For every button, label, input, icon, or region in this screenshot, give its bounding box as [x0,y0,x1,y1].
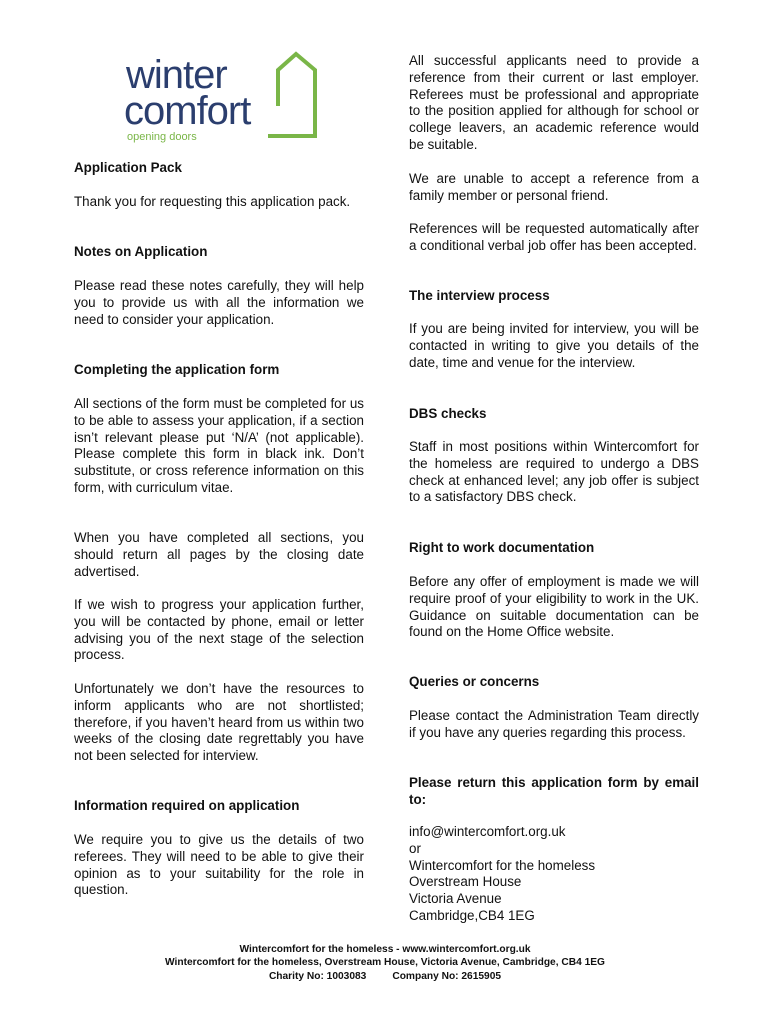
footer-line-1: Wintercomfort for the homeless - www.wintercomfort.org.uk [239,944,531,955]
thank-you-text: Thank you for requesting this application pack. [74,194,351,209]
queries-text: Please contact the Administration Team directly if you have any queries regarding this process. [409,708,699,740]
dbs-text: Staff in most positions within Wintercomfort for the homeless are required to undergo a DBS check at enhanced level; any job offer is subject to a satisfactory DBS check. [409,439,699,505]
queries-heading: Queries or concerns [409,674,540,689]
logo-word-comfort: comfort [124,89,251,133]
contact-street: Victoria Avenue [409,891,502,907]
completing-paragraph-4: Unfortunately we don’t have the resources to inform applicants who are not shortlisted; therefore, if you haven’t heard from us within two weeks of the closing date regrettably you have not been selected for interview. [74,681,364,764]
contact-city: Cambridge,CB4 1EG [409,907,535,923]
references-paragraph-2: We are unable to accept a reference from a family member or personal friend. [409,171,699,203]
right-to-work-heading: Right to work documentation [409,540,595,555]
completing-paragraph-3: If we wish to progress your application further, you will be contacted by phone, email or letter advising you of the next stage of the selection process. [74,597,364,663]
right-to-work-text: Before any offer of employment is made we will require proof of your eligibility to work in the UK. Guidance on suitable documentation can be found on the Home Office website. [409,574,699,640]
completing-paragraph-2: When you have completed all sections, you should return all pages by the closing date advertised. [74,530,364,579]
dbs-heading: DBS checks [409,406,487,421]
notes-heading: Notes on Application [74,244,208,259]
house-outline [268,54,315,136]
page-footer [0,943,770,983]
contact-house: Overstream House [409,874,522,890]
contact-block [409,824,699,925]
footer-line-2: Wintercomfort for the homeless, Overstream House, Victoria Avenue, Cambridge, CB4 1EG [165,957,605,969]
company-number: Company No: 2615905 [392,970,502,982]
completing-paragraph-1: All sections of the form must be completed for us to be able to assess your application, if a section isn’t relevant please put ‘N/A’ (not applicable). Please complete this form in black ink. Don’t substitute, or cross reference information on this form, with curriculum vitae. [74,396,364,495]
info-heading: Information required on application [74,798,300,813]
return-heading: Please return this application form by email to: [409,775,699,807]
completing-heading: Completing the application form [74,362,280,377]
references-paragraph-3: References will be requested automatically after a conditional verbal job offer has been accepted. [409,221,699,253]
interview-heading: The interview process [409,288,550,303]
footer-line-3 [0,970,770,983]
logo-word-winter: winter [126,53,227,97]
interview-text: If you are being invited for interview, you will be contacted in writing to give you details of the date, time and venue for the interview. [409,321,699,370]
info-text: We require you to give us the details of two referees. They will need to be able to give their opinion as to your suitability for the role in question. [74,832,364,898]
charity-number: Charity No: 1003083 [268,970,367,982]
contact-or: or [409,840,421,856]
notes-text: Please read these notes carefully, they will help you to provide us with all the information we need to consider your application. [74,278,364,327]
contact-email[interactable]: info@wintercomfort.org.uk [409,824,566,839]
wintercomfort-logo [118,48,318,148]
references-paragraph-1: All successful applicants need to provide a reference from their current or last employer. Referees must be professional and appropriate to the position applied for although for school or college leavers, an academic reference would be suitable. [409,53,699,152]
contact-organisation: Wintercomfort for the homeless [409,857,596,873]
application-pack-heading: Application Pack [74,160,182,175]
logo-tagline: opening doors [127,131,197,143]
